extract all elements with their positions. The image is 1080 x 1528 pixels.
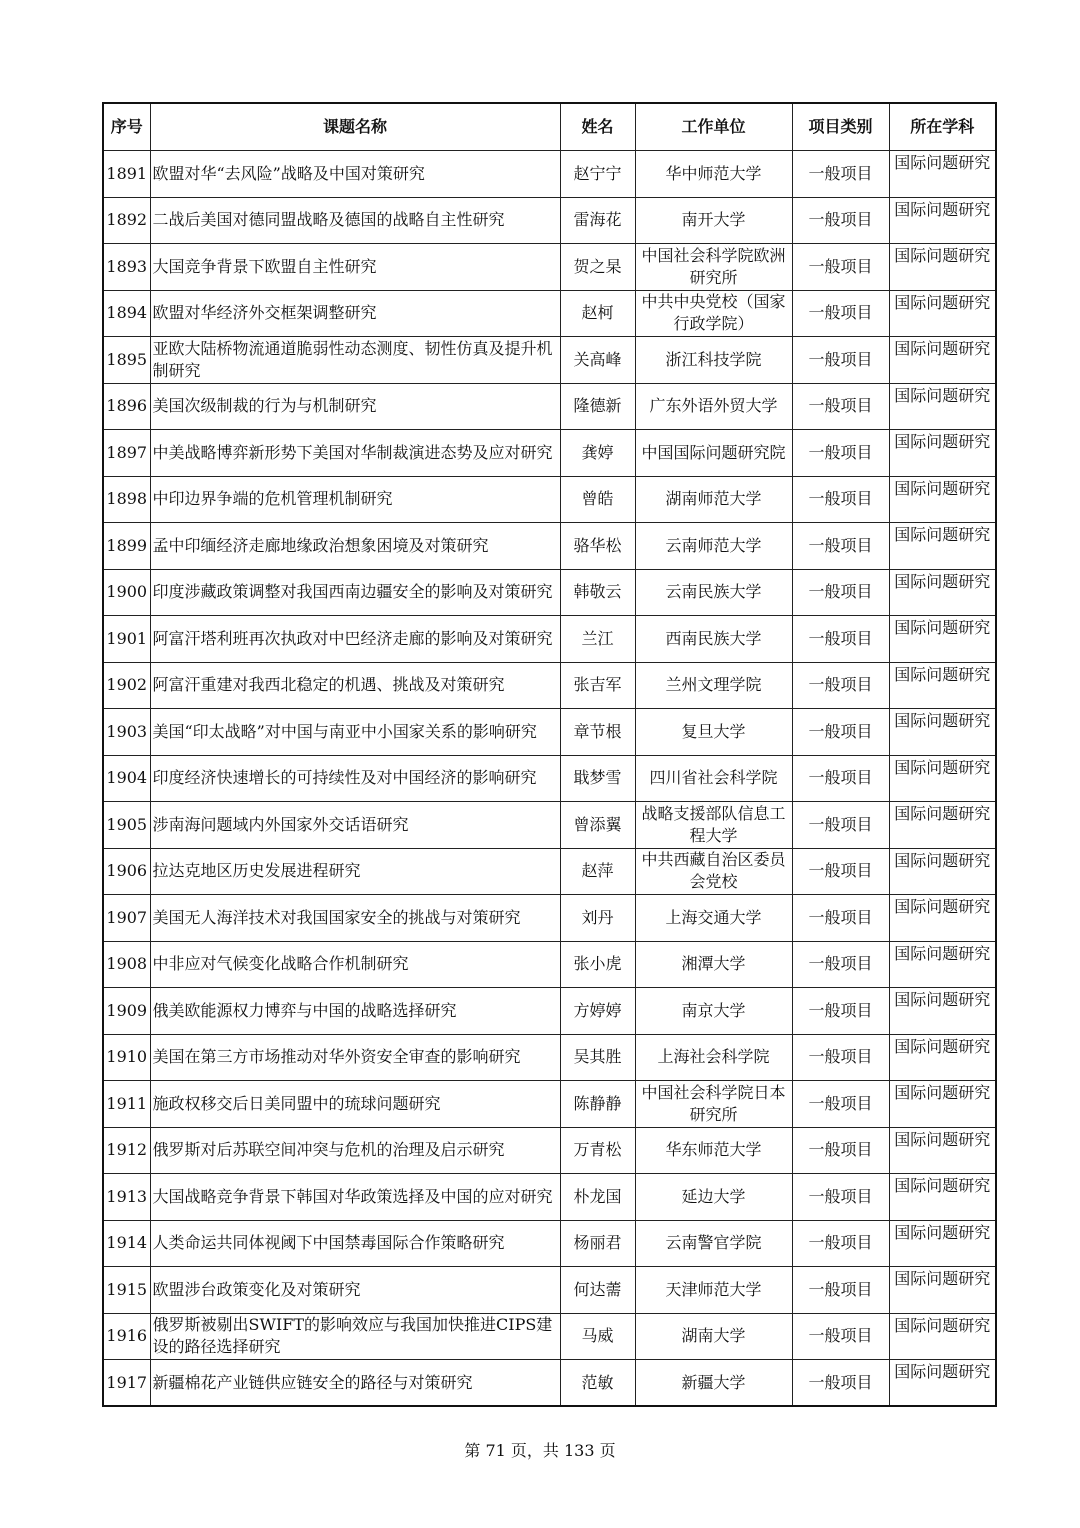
cell-title: 美国次级制裁的行为与机制研究 [150,383,560,430]
table-row [103,151,996,198]
cell-name: 何达薷 [560,1267,635,1314]
cell-title: 中印边界争端的危机管理机制研究 [150,476,560,523]
cell-subject: 国际问题研究 [889,1220,996,1267]
cell-title: 欧盟对华经济外交框架调整研究 [150,290,560,337]
cell-category: 一般项目 [792,1360,889,1407]
cell-subject: 国际问题研究 [889,383,996,430]
cell-unit: 上海社会科学院 [635,1034,792,1081]
cell-unit: 华中师范大学 [635,151,792,198]
table-row [103,1034,996,1081]
table-row [103,1127,996,1174]
cell-title: 美国无人海洋技术对我国国家安全的挑战与对策研究 [150,895,560,942]
header-title: 课题名称 [150,103,560,151]
cell-unit: 云南民族大学 [635,569,792,616]
cell-title: 俄美欧能源权力博弈与中国的战略选择研究 [150,988,560,1035]
cell-name: 龚婷 [560,430,635,477]
cell-unit: 上海交通大学 [635,895,792,942]
cell-subject: 国际问题研究 [889,1174,996,1221]
cell-seq: 1916 [103,1313,150,1360]
table-row [103,383,996,430]
cell-category: 一般项目 [792,1313,889,1360]
cell-name: 方婷婷 [560,988,635,1035]
cell-seq: 1900 [103,569,150,616]
cell-unit: 南京大学 [635,988,792,1035]
cell-category: 一般项目 [792,1127,889,1174]
cell-subject: 国际问题研究 [889,709,996,756]
cell-title: 印度经济快速增长的可持续性及对中国经济的影响研究 [150,755,560,802]
cell-title: 阿富汗重建对我西北稳定的机遇、挑战及对策研究 [150,662,560,709]
cell-title: 欧盟对华“去风险”战略及中国对策研究 [150,151,560,198]
cell-name: 兰江 [560,616,635,663]
cell-subject: 国际问题研究 [889,802,996,849]
cell-category: 一般项目 [792,802,889,849]
cell-subject: 国际问题研究 [889,1081,996,1128]
cell-title: 孟中印缅经济走廊地缘政治想象困境及对策研究 [150,523,560,570]
cell-subject: 国际问题研究 [889,244,996,291]
cell-seq: 1895 [103,337,150,384]
cell-seq: 1893 [103,244,150,291]
table-row [103,569,996,616]
cell-unit: 湖南大学 [635,1313,792,1360]
cell-seq: 1905 [103,802,150,849]
table-row [103,616,996,663]
table-row [103,895,996,942]
cell-seq: 1915 [103,1267,150,1314]
cell-unit: 云南师范大学 [635,523,792,570]
cell-seq: 1914 [103,1220,150,1267]
cell-subject: 国际问题研究 [889,523,996,570]
cell-subject: 国际问题研究 [889,662,996,709]
cell-name: 曾添翼 [560,802,635,849]
cell-seq: 1897 [103,430,150,477]
cell-category: 一般项目 [792,197,889,244]
cell-title: 中美战略博弈新形势下美国对华制裁演进态势及应对研究 [150,430,560,477]
table-row [103,709,996,756]
cell-subject: 国际问题研究 [889,476,996,523]
cell-subject: 国际问题研究 [889,1267,996,1314]
table-row [103,755,996,802]
cell-seq: 1904 [103,755,150,802]
table-row [103,1081,996,1128]
cell-unit: 战略支援部队信息工程大学 [635,802,792,849]
cell-unit: 华东师范大学 [635,1127,792,1174]
header-seq: 序号 [103,103,150,151]
cell-title: 欧盟涉台政策变化及对策研究 [150,1267,560,1314]
cell-category: 一般项目 [792,848,889,895]
cell-category: 一般项目 [792,244,889,291]
cell-seq: 1906 [103,848,150,895]
cell-unit: 浙江科技学院 [635,337,792,384]
cell-subject: 国际问题研究 [889,290,996,337]
cell-category: 一般项目 [792,755,889,802]
cell-name: 杨丽君 [560,1220,635,1267]
cell-unit: 天津师范大学 [635,1267,792,1314]
cell-seq: 1902 [103,662,150,709]
cell-subject: 国际问题研究 [889,988,996,1035]
cell-seq: 1912 [103,1127,150,1174]
cell-unit: 中国社会科学院欧洲研究所 [635,244,792,291]
cell-unit: 湖南师范大学 [635,476,792,523]
cell-unit: 西南民族大学 [635,616,792,663]
table-row [103,848,996,895]
cell-category: 一般项目 [792,523,889,570]
cell-name: 朴龙国 [560,1174,635,1221]
table-row [103,197,996,244]
cell-subject: 国际问题研究 [889,895,996,942]
cell-name: 刘丹 [560,895,635,942]
cell-unit: 新疆大学 [635,1360,792,1407]
table-header-row [103,103,996,151]
cell-seq: 1901 [103,616,150,663]
cell-category: 一般项目 [792,290,889,337]
cell-subject: 国际问题研究 [889,848,996,895]
cell-unit: 中国社会科学院日本研究所 [635,1081,792,1128]
table-row [103,802,996,849]
cell-name: 章节根 [560,709,635,756]
table-body [103,151,996,1407]
cell-category: 一般项目 [792,1267,889,1314]
cell-category: 一般项目 [792,616,889,663]
cell-seq: 1891 [103,151,150,198]
cell-seq: 1913 [103,1174,150,1221]
page-number-footer: 第 71 页，共 133 页 [464,1441,616,1460]
cell-subject: 国际问题研究 [889,616,996,663]
cell-name: 关高峰 [560,337,635,384]
cell-name: 雷海花 [560,197,635,244]
cell-title: 亚欧大陆桥物流通道脆弱性动态测度、韧性仿真及提升机制研究 [150,337,560,384]
table-row [103,523,996,570]
cell-subject: 国际问题研究 [889,941,996,988]
cell-unit: 南开大学 [635,197,792,244]
cell-title: 拉达克地区历史发展进程研究 [150,848,560,895]
cell-unit: 四川省社会科学院 [635,755,792,802]
table-row [103,1267,996,1314]
table-row [103,662,996,709]
cell-category: 一般项目 [792,1034,889,1081]
cell-name: 张小虎 [560,941,635,988]
cell-seq: 1909 [103,988,150,1035]
table-row [103,1220,996,1267]
cell-title: 中非应对气候变化战略合作机制研究 [150,941,560,988]
cell-title: 施政权移交后日美同盟中的琉球问题研究 [150,1081,560,1128]
header-name: 姓名 [560,103,635,151]
cell-category: 一般项目 [792,1081,889,1128]
cell-title: 阿富汗塔利班再次执政对中巴经济走廊的影响及对策研究 [150,616,560,663]
cell-title: 俄罗斯对后苏联空间冲突与危机的治理及启示研究 [150,1127,560,1174]
cell-subject: 国际问题研究 [889,337,996,384]
table-row [103,1313,996,1360]
cell-category: 一般项目 [792,569,889,616]
table-row [103,337,996,384]
cell-title: 印度涉藏政策调整对我国西南边疆安全的影响及对策研究 [150,569,560,616]
cell-unit: 延边大学 [635,1174,792,1221]
cell-subject: 国际问题研究 [889,197,996,244]
header-subject: 所在学科 [889,103,996,151]
cell-category: 一般项目 [792,1174,889,1221]
cell-unit: 中国国际问题研究院 [635,430,792,477]
table-row [103,1174,996,1221]
cell-unit: 中共西藏自治区委员会党校 [635,848,792,895]
cell-seq: 1917 [103,1360,150,1407]
cell-unit: 复旦大学 [635,709,792,756]
cell-category: 一般项目 [792,988,889,1035]
cell-name: 赵萍 [560,848,635,895]
cell-title: 二战后美国对德同盟战略及德国的战略自主性研究 [150,197,560,244]
cell-title: 新疆棉花产业链供应链安全的路径与对策研究 [150,1360,560,1407]
cell-seq: 1894 [103,290,150,337]
cell-category: 一般项目 [792,151,889,198]
cell-seq: 1911 [103,1081,150,1128]
cell-title: 人类命运共同体视阈下中国禁毒国际合作策略研究 [150,1220,560,1267]
table-row [103,1360,996,1407]
cell-name: 韩敬云 [560,569,635,616]
cell-name: 赵宁宁 [560,151,635,198]
table-row [103,244,996,291]
table-row [103,430,996,477]
cell-subject: 国际问题研究 [889,151,996,198]
cell-seq: 1898 [103,476,150,523]
cell-category: 一般项目 [792,941,889,988]
cell-name: 赵柯 [560,290,635,337]
cell-unit: 云南警官学院 [635,1220,792,1267]
cell-title: 涉南海问题域内外国家外交话语研究 [150,802,560,849]
cell-seq: 1892 [103,197,150,244]
cell-name: 隆德新 [560,383,635,430]
cell-seq: 1903 [103,709,150,756]
cell-seq: 1899 [103,523,150,570]
cell-subject: 国际问题研究 [889,755,996,802]
table-row [103,290,996,337]
cell-category: 一般项目 [792,709,889,756]
cell-subject: 国际问题研究 [889,569,996,616]
cell-subject: 国际问题研究 [889,1034,996,1081]
table-row [103,988,996,1035]
cell-subject: 国际问题研究 [889,1313,996,1360]
cell-seq: 1910 [103,1034,150,1081]
cell-name: 万青松 [560,1127,635,1174]
cell-title: 美国“印太战略”对中国与南亚中小国家关系的影响研究 [150,709,560,756]
cell-unit: 湘潭大学 [635,941,792,988]
cell-seq: 1907 [103,895,150,942]
cell-title: 美国在第三方市场推动对华外资安全审查的影响研究 [150,1034,560,1081]
cell-subject: 国际问题研究 [889,430,996,477]
cell-title: 大国战略竞争背景下韩国对华政策选择及中国的应对研究 [150,1174,560,1221]
cell-name: 范敏 [560,1360,635,1407]
cell-unit: 广东外语外贸大学 [635,383,792,430]
cell-category: 一般项目 [792,383,889,430]
cell-name: 吴其胜 [560,1034,635,1081]
table-row [103,941,996,988]
cell-subject: 国际问题研究 [889,1360,996,1407]
cell-category: 一般项目 [792,895,889,942]
cell-name: 张吉军 [560,662,635,709]
cell-seq: 1896 [103,383,150,430]
header-unit: 工作单位 [635,103,792,151]
cell-category: 一般项目 [792,430,889,477]
cell-category: 一般项目 [792,476,889,523]
project-table [102,102,997,1407]
cell-name: 陈静静 [560,1081,635,1128]
cell-subject: 国际问题研究 [889,1127,996,1174]
cell-name: 曾皓 [560,476,635,523]
cell-unit: 中共中央党校（国家行政学院） [635,290,792,337]
cell-name: 骆华松 [560,523,635,570]
cell-title: 俄罗斯被剔出SWIFT的影响效应与我国加快推进CIPS建设的路径选择研究 [150,1313,560,1360]
header-category: 项目类别 [792,103,889,151]
cell-category: 一般项目 [792,1220,889,1267]
table-row [103,476,996,523]
cell-name: 贺之杲 [560,244,635,291]
cell-name: 马威 [560,1313,635,1360]
cell-title: 大国竞争背景下欧盟自主性研究 [150,244,560,291]
cell-name: 戢梦雪 [560,755,635,802]
cell-category: 一般项目 [792,337,889,384]
cell-category: 一般项目 [792,662,889,709]
cell-unit: 兰州文理学院 [635,662,792,709]
cell-seq: 1908 [103,941,150,988]
